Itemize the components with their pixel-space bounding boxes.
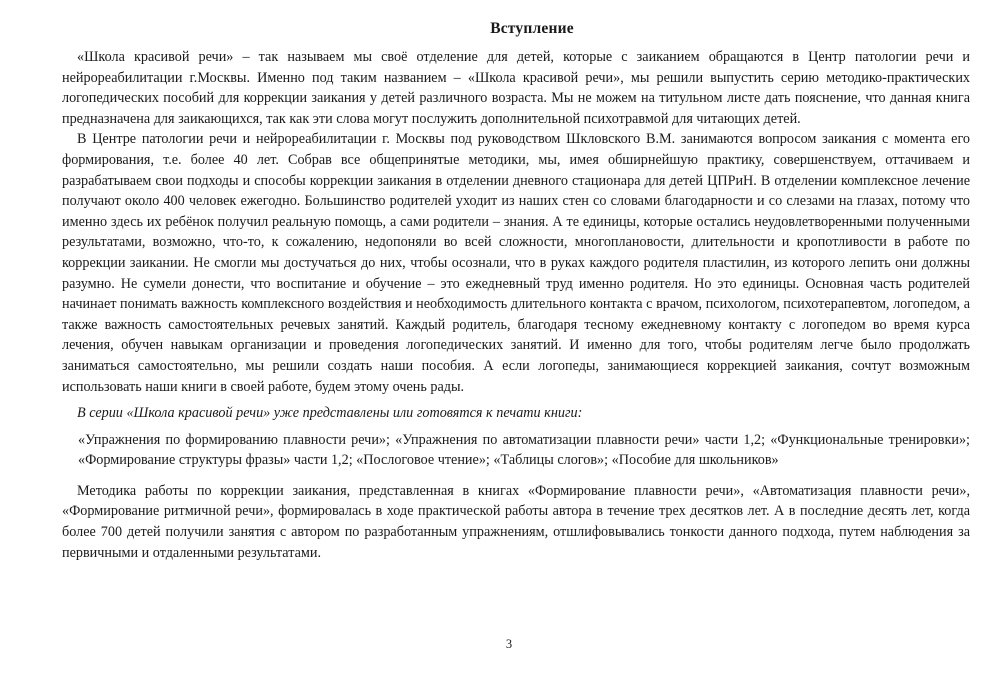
series-book-list: «Упражнения по формированию плавности речи»; «Упражнения по автоматизации плавности речи» части 1,2; «Функциональные тренировки»; «Формирование структуры фразы» части 1,2; «Послоговое чтение»; «Таблицы слогов»; «Пособие для школьников» bbox=[78, 431, 970, 469]
intro-paragraph: «Школа красивой речи» – так называем мы своё отделение для детей, которые с заиканием обращаются в Центр патологии речи и нейрореабилитации г.Москвы. Именно под таким названием – «Школа красивой речи», мы решили выпустить серию методико-практических логопедических пособий для коррекции заикания у детей различного возраста. Мы не можем на титульном листе дать пояснение, что данная книга предназначена для заикающихся, так как эти слова могут послужить дополнительной психотравмой для читающих детей. bbox=[62, 49, 970, 127]
method-paragraph: Методика работы по коррекции заикания, представленная в книгах «Формирование плавности речи», «Автоматизация плавности речи», «Формирование ритмичной речи», формировалась в ходе практической работы автора в течение трех десятков лет. А в последние десять лет, когда более 700 детей получили занятия с автором по разработанным упражнениям, отшлифовывались тонкости данного подхода, путем наблюдения за первичными и отдаленными результатами. bbox=[62, 482, 970, 561]
page-title: Вступление bbox=[490, 20, 574, 37]
center-paragraph: В Центре патологии речи и нейрореабилитации г. Москвы под руководством Шкловского В.М. занимаются вопросом заикания с момента его формирования, т.е. более 40 лет. Собрав все общепринятые методики, мы, имея обширнейшую практику, совершенствуем, оттачиваем и разрабатываем свои подходы и способы коррекции заикания в отделении дневного стационара для детей ЦПРиН. В отделении комплексное лечение получают около 400 человек ежегодно. Большинство родителей уходит из наших стен со словами благодарности и со слезами на глазах, потому что именно здесь их ребёнок получил реальную помощь, а сами родители – знания. А те единицы, которые остались неудовлетворенными полученными результатами, возможно, что-то, к сожалению, недопоняли во всей сложности, многоплановости, длительности и кропотливости в работе по коррекции заикании. Не смогли мы достучаться до них, чтобы осознали, что в руках каждого родителя пластилин, из которого лепить они должны разумно. Не сумели донести, что воспитание и обучение – это ежедневный труд именно родителя. Но это единицы. Основная часть родителей начинает понимать важность комплексного воздействия и необходимость длительного контакта с врачом, психологом, психотерапевтом, логопедом, а также важность самостоятельных речевых занятий. Каждый родитель, благодаря тесному ежедневному контакту с логопедом во время курса лечения, обучен навыкам организации и проведения логопедических занятий. И именно для того, чтобы родителям легче было продолжать заниматься самостоятельно, мы решили создать наши пособия. А если логопеды, занимающиеся коррекцией заикания, сочтут возможным использовать наши книги в своей работе, будем этому очень рады. bbox=[62, 131, 970, 395]
series-intro: В серии «Школа красивой речи» уже представлены или готовятся к печати книги: bbox=[77, 405, 583, 422]
page-number: 3 bbox=[505, 637, 513, 651]
